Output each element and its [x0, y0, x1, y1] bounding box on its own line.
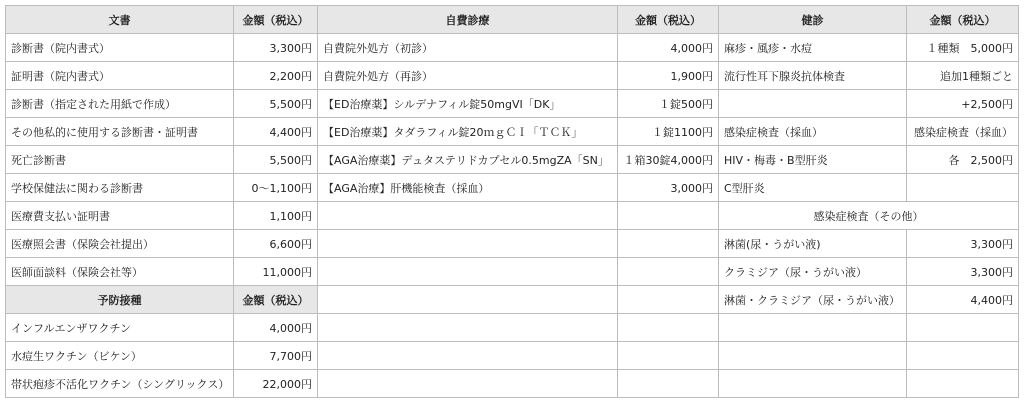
empty-cell [618, 258, 719, 286]
vaccine-price: 4,000円 [234, 314, 318, 342]
checkup-other-name: 淋菌・クラミジア（尿・うがい液） [719, 286, 907, 314]
checkup-other-title: 感染症検査（その他） [719, 202, 1019, 230]
checkup-name: C型肝炎 [719, 174, 907, 202]
checkup-other-price: 3,300円 [907, 258, 1019, 286]
empty-cell [618, 342, 719, 370]
checkup-name: 流行性耳下腺炎抗体検査 [719, 62, 907, 90]
checkup-name [719, 90, 907, 118]
self-pay-price: 1,900円 [618, 62, 719, 90]
document-price: 5,500円 [234, 146, 318, 174]
empty-cell [318, 314, 618, 342]
document-name: 診断書（指定された用紙で作成） [6, 90, 234, 118]
document-price: 3,300円 [234, 34, 318, 62]
document-name: その他私的に使用する診断書・証明書 [6, 118, 234, 146]
empty-cell [719, 314, 907, 342]
document-price: 0〜1,100円 [234, 174, 318, 202]
document-price: 2,200円 [234, 62, 318, 90]
empty-cell [618, 202, 719, 230]
vaccine-name: インフルエンザワクチン [6, 314, 234, 342]
checkup-price: 感染症検査（採血） [907, 118, 1019, 146]
self-pay-header: 自費診療 [318, 6, 618, 34]
empty-cell [318, 230, 618, 258]
document-name: 学校保健法に関わる診断書 [6, 174, 234, 202]
empty-cell [618, 314, 719, 342]
table-row [6, 174, 1019, 202]
vaccine-price: 7,700円 [234, 342, 318, 370]
empty-cell [618, 286, 719, 314]
empty-cell [618, 230, 719, 258]
empty-cell [907, 342, 1019, 370]
checkup-other-name: クラミジア（尿・うがい液） [719, 258, 907, 286]
table-row [6, 62, 1019, 90]
table-row [6, 230, 1019, 258]
document-name: 診断書（院内書式） [6, 34, 234, 62]
checkup-other-price: 4,400円 [907, 286, 1019, 314]
self-pay-name: 【AGA治療薬】デュタステリドカプセル0.5mgZA「SN」 [318, 146, 618, 174]
table-row [6, 34, 1019, 62]
empty-cell [318, 258, 618, 286]
self-pay-price: １錠500円 [618, 90, 719, 118]
header-row [6, 6, 1019, 34]
self-pay-name: 【ED治療薬】シルデナフィル錠50mgVI「DK」 [318, 90, 618, 118]
checkup-header: 健診 [719, 6, 907, 34]
document-price: 4,400円 [234, 118, 318, 146]
vaccine-name: 水痘生ワクチン（ビケン） [6, 342, 234, 370]
table-row [6, 90, 1019, 118]
table-row [6, 146, 1019, 174]
empty-cell [618, 370, 719, 398]
empty-cell [318, 370, 618, 398]
document-name: 医療照会書（保険会社提出） [6, 230, 234, 258]
empty-cell [719, 370, 907, 398]
empty-cell [318, 342, 618, 370]
self-pay-price-header: 金額（税込） [618, 6, 719, 34]
empty-cell [907, 370, 1019, 398]
table-row [6, 258, 1019, 286]
documents-price-header: 金額（税込） [234, 6, 318, 34]
table-row [6, 286, 1019, 314]
table-row [6, 314, 1019, 342]
checkup-price: １種類 5,000円 [907, 34, 1019, 62]
document-price: 5,500円 [234, 90, 318, 118]
checkup-name: HIV・梅毒・B型肝炎 [719, 146, 907, 174]
vaccine-header: 予防接種 [6, 286, 234, 314]
vaccine-price: 22,000円 [234, 370, 318, 398]
table-row [6, 202, 1019, 230]
self-pay-price: 4,000円 [618, 34, 719, 62]
empty-cell [719, 342, 907, 370]
document-price: 11,000円 [234, 258, 318, 286]
document-name: 証明書（院内書式） [6, 62, 234, 90]
empty-cell [907, 314, 1019, 342]
checkup-other-price: 3,300円 [907, 230, 1019, 258]
self-pay-name: 【ED治療薬】タダラフィル錠20ｍｇＣＩ「ＴＣＫ」 [318, 118, 618, 146]
empty-cell [318, 286, 618, 314]
document-price: 6,600円 [234, 230, 318, 258]
document-price: 1,100円 [234, 202, 318, 230]
self-pay-name: 自費院外処方（初診） [318, 34, 618, 62]
self-pay-price: １箱30錠4,000円 [618, 146, 719, 174]
self-pay-price: １錠1100円 [618, 118, 719, 146]
checkup-name: 麻疹・風疹・水痘 [719, 34, 907, 62]
table-row [6, 118, 1019, 146]
document-name: 医師面談料（保険会社等） [6, 258, 234, 286]
checkup-name: 感染症検査（採血） [719, 118, 907, 146]
empty-cell [318, 202, 618, 230]
table-row [6, 342, 1019, 370]
vaccine-name: 帯状疱疹不活化ワクチン（シングリックス） [6, 370, 234, 398]
checkup-price [907, 174, 1019, 202]
document-name: 死亡診断書 [6, 146, 234, 174]
self-pay-name: 自費院外処方（再診） [318, 62, 618, 90]
checkup-price: 追加1種類ごと [907, 62, 1019, 90]
table-row [6, 370, 1019, 398]
checkup-other-name: 淋菌(尿・うがい液) [719, 230, 907, 258]
self-pay-price: 3,000円 [618, 174, 719, 202]
vaccine-price-header: 金額（税込） [234, 286, 318, 314]
checkup-price: +2,500円 [907, 90, 1019, 118]
document-name: 医療費支払い証明書 [6, 202, 234, 230]
documents-header: 文書 [6, 6, 234, 34]
checkup-price-header: 金額（税込） [907, 6, 1019, 34]
fee-table [5, 5, 1019, 398]
self-pay-name: 【AGA治療】肝機能検査（採血） [318, 174, 618, 202]
checkup-price: 各 2,500円 [907, 146, 1019, 174]
